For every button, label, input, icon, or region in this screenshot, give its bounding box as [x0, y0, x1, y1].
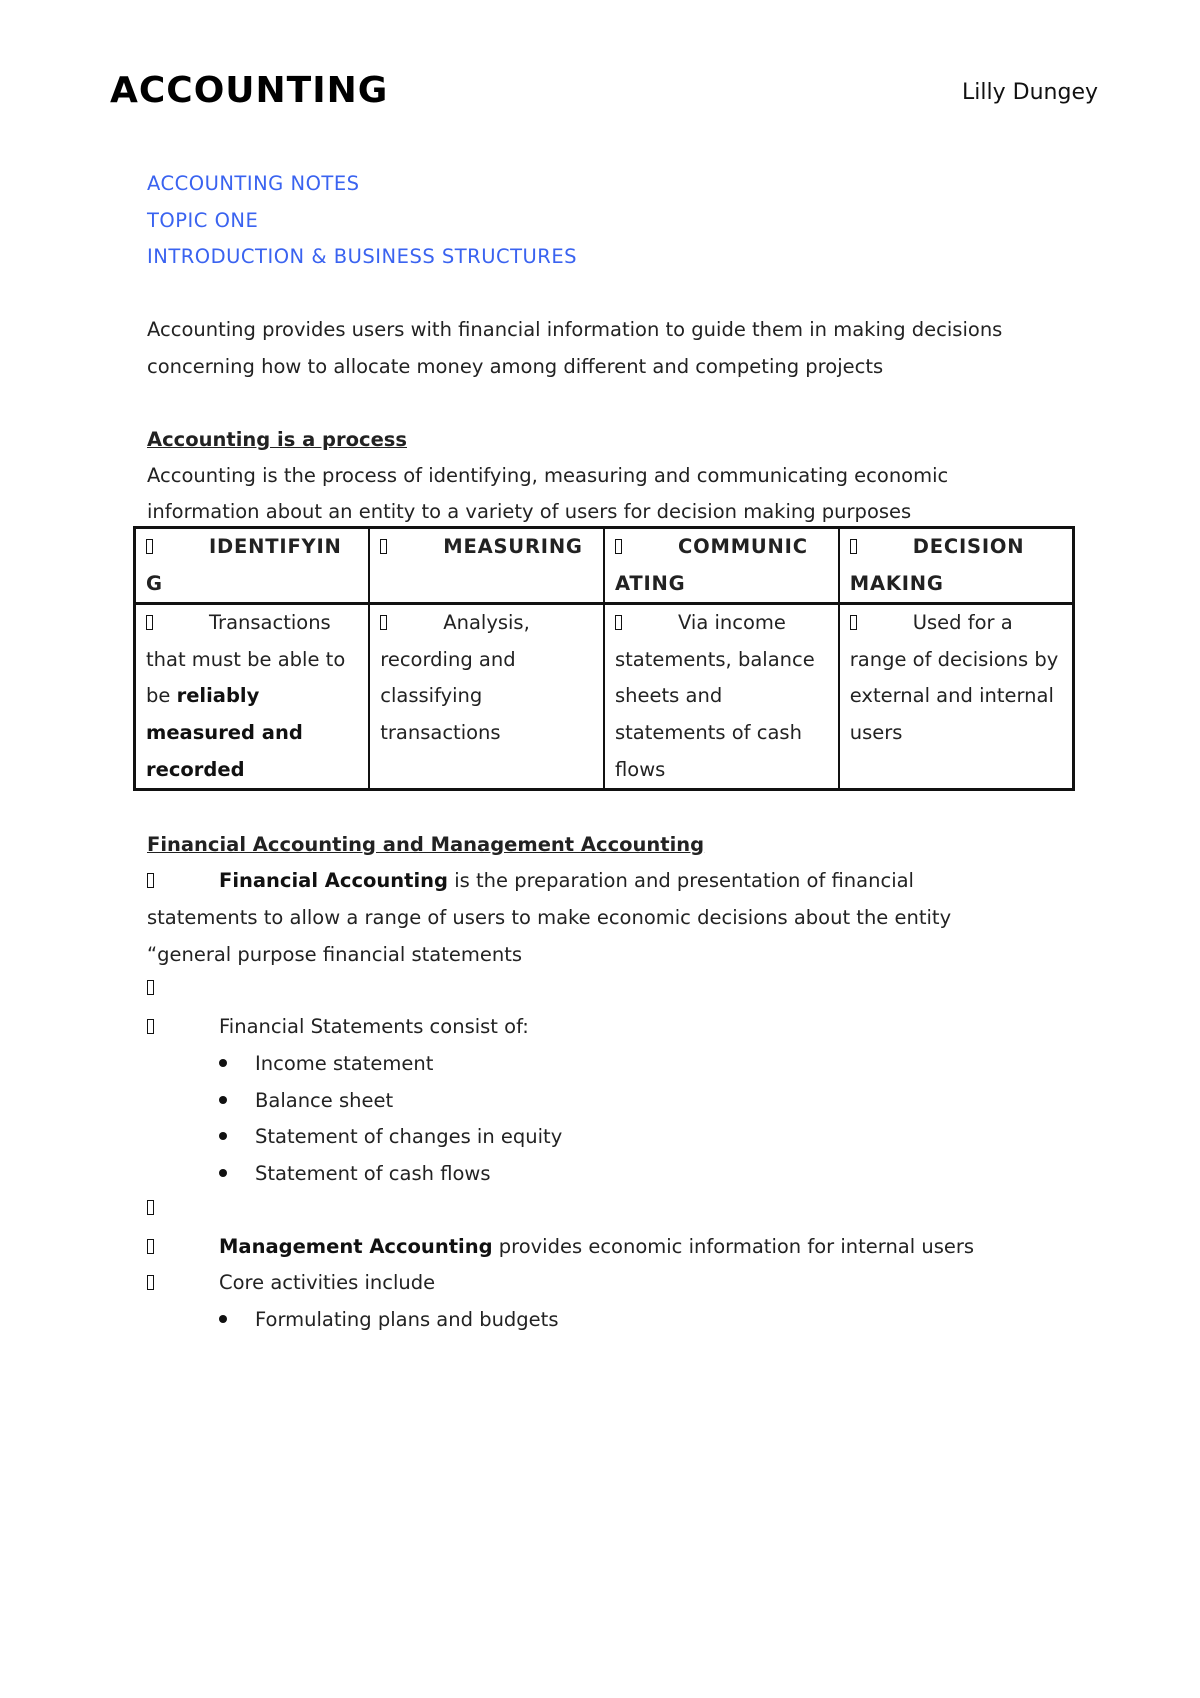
core-line: Core activities include — [147, 1265, 435, 1301]
table-header: MEASURING — [369, 528, 604, 604]
missing-glyph-icon — [147, 980, 154, 995]
process-table — [133, 526, 1075, 791]
missing-glyph-icon — [147, 873, 154, 888]
bullet-icon — [219, 1315, 227, 1323]
heading-notes: ACCOUNTING NOTES — [147, 172, 360, 195]
list-item: Statement of changes in equity — [255, 1125, 563, 1148]
missing-glyph-icon — [147, 1275, 154, 1290]
table-header-row — [135, 528, 1074, 604]
missing-glyph-icon — [850, 615, 857, 630]
heading-topic: TOPIC ONE — [147, 209, 259, 232]
author-name: Lilly Dungey — [962, 80, 1098, 105]
table-cell: Analysis, recording and classifying transactions — [369, 604, 604, 790]
list-item: Formulating plans and budgets — [255, 1308, 559, 1331]
missing-glyph-icon — [147, 1239, 154, 1254]
list-item: Statement of cash flows — [255, 1162, 491, 1185]
bullet-icon — [219, 1059, 227, 1067]
missing-glyph-icon — [147, 1019, 154, 1034]
intro-line: concerning how to allocate money among different and competing projects — [147, 355, 884, 378]
bullet-icon — [219, 1169, 227, 1177]
empty-line — [147, 970, 154, 1006]
section-heading-process: Accounting is a process — [147, 428, 408, 451]
bullet-icon — [219, 1132, 227, 1140]
table-row — [135, 604, 1074, 790]
bullet-icon — [219, 1096, 227, 1104]
fa-line: “general purpose financial statements — [147, 943, 523, 966]
missing-glyph-icon — [380, 615, 387, 630]
missing-glyph-icon — [850, 539, 857, 554]
table-cell: Used for a range of decisions by external and internal users — [839, 604, 1074, 790]
intro-line: Accounting provides users with financial information to guide them in making decisions — [147, 318, 1003, 341]
process-line: Accounting is the process of identifying, measuring and communicating economic — [147, 464, 949, 487]
missing-glyph-icon — [146, 615, 153, 630]
table-header: COMMUNIC ATING — [604, 528, 839, 604]
document-title: ACCOUNTING — [110, 70, 389, 111]
table-header: IDENTIFYIN G — [135, 528, 370, 604]
fa-line: statements to allow a range of users to make economic decisions about the entity — [147, 906, 952, 929]
missing-glyph-icon — [615, 539, 622, 554]
list-item: Income statement — [255, 1052, 434, 1075]
fs-intro: Financial Statements consist of: — [147, 1009, 529, 1045]
missing-glyph-icon — [380, 539, 387, 554]
table-cell: Via income statements, balance sheets and statements of cash flows — [604, 604, 839, 790]
missing-glyph-icon — [147, 1200, 154, 1215]
process-line: information about an entity to a variety of users for decision making purposes — [147, 500, 912, 523]
fa-line: Financial Accounting is the preparation and presentation of financial — [147, 863, 914, 899]
empty-line — [147, 1190, 154, 1226]
missing-glyph-icon — [146, 539, 153, 554]
table-header: DECISION MAKING — [839, 528, 1074, 604]
missing-glyph-icon — [615, 615, 622, 630]
table-cell: Transactions that must be able to be reliably measured and recorded — [135, 604, 370, 790]
section-heading-financial: Financial Accounting and Management Accounting — [147, 833, 705, 856]
list-item: Balance sheet — [255, 1089, 394, 1112]
heading-intro: INTRODUCTION & BUSINESS STRUCTURES — [147, 245, 578, 268]
ma-line: Management Accounting provides economic information for internal users — [147, 1229, 974, 1265]
